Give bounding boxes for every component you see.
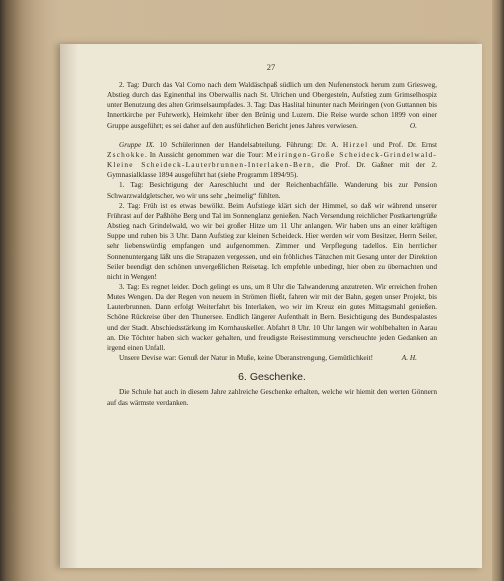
signature-ah: A. H.	[401, 353, 417, 363]
group-name-zschokke: Zschokke	[107, 149, 145, 159]
spacer	[107, 131, 437, 140]
page-number: 27	[266, 62, 276, 72]
group-label: Gruppe IX.	[119, 139, 155, 149]
paragraph-gifts: Die Schule hat auch in diesem Jahre zahlreiche Geschenke erhalten, welche wir hiemit den werten Gönnern auf das wärmste verdanken.	[107, 387, 437, 407]
section-heading: 6. Geschenke.	[238, 371, 306, 384]
group-name-hirzel: Hirzel	[342, 139, 369, 149]
group-text-b: und Prof. Dr. Ernst	[368, 139, 437, 149]
paragraph-intro	[107, 80, 437, 131]
group-text-c: . In Aussicht genommen war die Tour:	[144, 149, 267, 159]
motto-text: Unsere Devise war: Genuß der Natur in Muße, keine Überanstrengung, Gemütlichkeit!	[119, 353, 374, 363]
page-content	[107, 80, 437, 408]
group-text-d: , die Prof. Dr. Gaßner mit der 2. Gymnasialklasse 1894 ausgeführt hat (siehe Programm 1894/95).	[107, 160, 437, 180]
paragraph-group-ix	[107, 140, 437, 181]
group-text-a: 10 Schülerinnen der Handelsabteilung. Führung: Dr. A.	[154, 139, 343, 149]
paragraph-day-2: 2. Tag: Früh ist es etwas bewölkt. Beim Aufstiege klärt sich der Himmel, so daß wir während unserer Frührast auf der Paßhöhe Berg und Tal im Sonnenglanz genießen. Nach Versendung reichlicher Postkartengrüße Abstieg nach Grindelwald, wo wir bei großer Hitze um 11 Uhr anlangen. Wir haben uns an einer kräftigen Suppe und ruhen bis 3 Uhr. Dann Aufstieg zur kleinen Scheideck. Hier werden wir vom Besitzer, Herrn Seiler, sehr liebenswürdig empfangen und aufgenommen. Zimmer und Verpflegung tadellos. Ein herrlicher Sonnenuntergang läßt uns die Strapazen vergessen, und ein fröhliches Tänzchen mit Gesang unter der Direktion Seiler beendigt den schönen unvergeßlichen Reisetag. Ich empfehle unbedingt, hier oben zu übernachten und nicht in Wengen!	[107, 200, 437, 281]
document-page	[60, 44, 482, 568]
group-route: Meiringen-Große Scheideck-Grindelwald-Kleine Scheideck-Lauterbrunnen-Interlaken-Bern	[107, 149, 437, 170]
signature-o: O.	[409, 120, 417, 130]
paragraph-day-1: 1. Tag: Besichtigung der Aareschlucht und der Reichenbachfälle. Wanderung bis zur Pension Schwarzwaldgletscher, wo wir uns sehr „heimelig“ fühlten.	[107, 180, 437, 200]
paragraph-day-3: 3. Tag: Es regnet leider. Doch gelingt es uns, um 8 Uhr die Talwanderung anzutreten. Wir erreichen frohen Mutes Wengen. Da der Regen von neuem in Strömen fließt, fahren wir mit der Bahn, gegen unser Projekt, bis Lauterbrunnen. Dann erfolgt Weiterfahrt bis Interlaken, wo wir im Kreuz ein gutes Mittagsmahl genießen. Schöne Rückreise über den Thunersee. Endlich längerer Aufenthalt in Bern. Besichtigung des Bundespalastes und der Stadt. Abschiedsstärkung im Kornhauskeller. Abfahrt 8 Uhr. 10 Uhr langen wir wohlbehalten in Aarau an. Die Töchter haben sich wacker gehalten, und freudigste Reisestimmung verscheuchte jeden Gedanken an irgend einen Unfall.	[107, 281, 437, 352]
paragraph-intro-text: 2. Tag: Durch das Val Corno nach dem Waldäschpaß südlich um den Nufenenstock herum zum Griesweg, Abstieg durch das Eginenthal ins Oberwallis nach St. Ulrichen und Obergesteln, Aufstieg zum Grimselhospiz unter Benutzung des alten Grimselsaumpfades. 3. Tag: Das Haslital hinunter nach Meiringen (von Guttannen bis Innertkirche per Fuhrwerk), Heimkehr über den Brünig und Luzern. Die Reise wurde schon 1899 von einer Gruppe ausgeführt; es sei daher auf den ausführlichen Bericht jenes Jahres verwiesen.	[107, 80, 437, 130]
paragraph-motto	[107, 353, 437, 363]
